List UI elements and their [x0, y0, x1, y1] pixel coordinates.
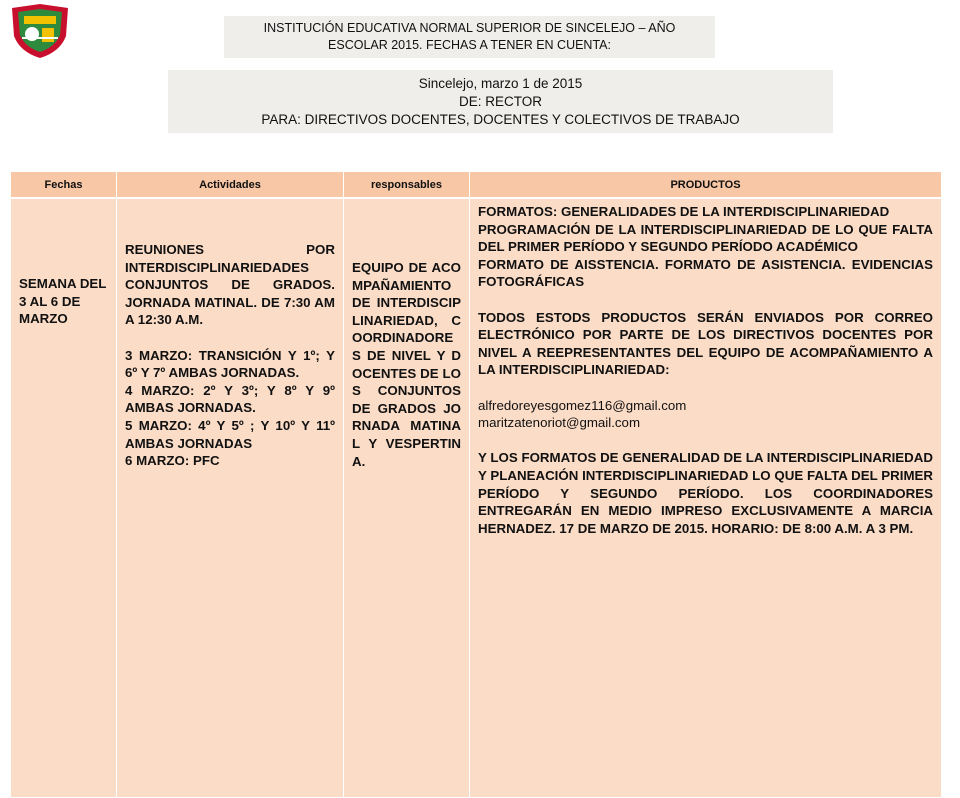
title-line-2: ESCOLAR 2015. FECHAS A TENER EN CUENTA: — [328, 38, 611, 52]
document-title — [224, 16, 715, 58]
table-row — [11, 198, 942, 798]
actividad-line: REUNIONES POR INTERDISCIPLINARIEDADES — [125, 242, 335, 275]
cell-fechas — [11, 198, 117, 798]
actividad-line: 6 MARZO: PFC — [125, 453, 220, 469]
email-link[interactable]: maritzatenoriot@gmail.com — [478, 415, 641, 431]
producto-spacer — [478, 432, 933, 450]
producto-line: FORMATOS: GENERALIDADES DE LA INTERDISCIPLINARIEDAD — [478, 204, 890, 219]
memo-from: DE: RECTOR — [458, 93, 542, 109]
actividad-line: 3 MARZO: TRANSICIÓN Y 1º; Y 6º Y 7º AMBAS JORNADAS. — [125, 347, 335, 381]
memo-to: PARA: DIRECTIVOS DOCENTES, DOCENTES Y COLECTIVOS DE TRABAJO — [261, 111, 740, 127]
actividad-line: 5 MARZO: 4º Y 5º ; Y 10º Y 11º AMBAS JORNADAS — [125, 417, 335, 451]
memo-header — [168, 70, 833, 133]
title-line-1: INSTITUCIÓN EDUCATIVA NORMAL SUPERIOR DE SINCELEJO – AÑO — [263, 21, 676, 35]
header-productos: PRODUCTOS — [470, 172, 942, 199]
producto-spacer — [478, 291, 933, 309]
actividad-spacer — [125, 329, 335, 347]
actividad-line: 4 MARZO: 2º Y 3º; Y 8º Y 9º AMBAS JORNADAS. — [125, 382, 335, 416]
schedule-table — [10, 171, 942, 798]
cell-responsables — [344, 198, 470, 798]
memo-date: Sincelejo, marzo 1 de 2015 — [418, 75, 583, 91]
table-header-row — [11, 172, 942, 199]
school-crest-icon — [8, 2, 72, 60]
producto-line: PROGRAMACIÓN DE LA INTERDISCIPLINARIEDAD DE LO QUE FALTA DEL PRIMER PERÍODO Y SEGUNDO PERÍODO ACADÉMICO — [478, 221, 933, 255]
cell-productos — [470, 198, 942, 798]
email-link[interactable]: alfredoreyesgomez116@gmail.com — [478, 397, 687, 413]
producto-line: FORMATO DE AISSTENCIA. FORMATO DE ASISTENCIA. EVIDENCIAS FOTOGRÁFICAS — [478, 256, 933, 290]
responsables-text: EQUIPO DE ACOMPAÑAMIENTO DE INTERDISCIPLINARIEDAD, COORDINADORES DE NIVEL Y DOCENTES DE LOS CONJUNTOS DE GRADOS JORNADA MATINAL Y VESPERTINA. — [352, 260, 461, 469]
header-responsables: responsables — [344, 172, 470, 199]
cell-actividades — [117, 198, 344, 798]
header-actividades: Actividades — [117, 172, 344, 199]
fechas-text: SEMANA DEL 3 AL 6 DE MARZO — [19, 276, 107, 327]
producto-line: TODOS ESTODS PRODUCTOS SERÁN ENVIADOS POR CORREO ELECTRÓNICO POR PARTE DE LOS DIRECTIVOS DOCENTES POR NIVEL A REEPRESENTANTES DEL EQUIPO DE ACOMPAÑAMIENTO A LA INTERDISCIPLINARIEDAD: — [478, 309, 933, 378]
header-fechas: Fechas — [11, 172, 117, 199]
producto-spacer — [478, 379, 933, 397]
actividad-line: CONJUNTOS DE GRADOS. JORNADA MATINAL. DE 7:30 AM A 12:30 A.M. — [125, 277, 335, 328]
producto-final: Y LOS FORMATOS DE GENERALIDAD DE LA INTERDISCIPLINARIEDAD Y PLANEACIÓN INTERDISCIPLINARIEDAD LO QUE FALTA DEL PRIMER PERÍODO Y SEGUNDO PERÍODO. LOS COORDINADORES ENTREGARÁN EN MEDIO IMPRESO EXCLUSIVAMENTE A MARCIA HERNADEZ. 17 DE MARZO DE 2015. HORARIO: DE 8:00 A.M. A 3 PM. — [478, 450, 933, 536]
